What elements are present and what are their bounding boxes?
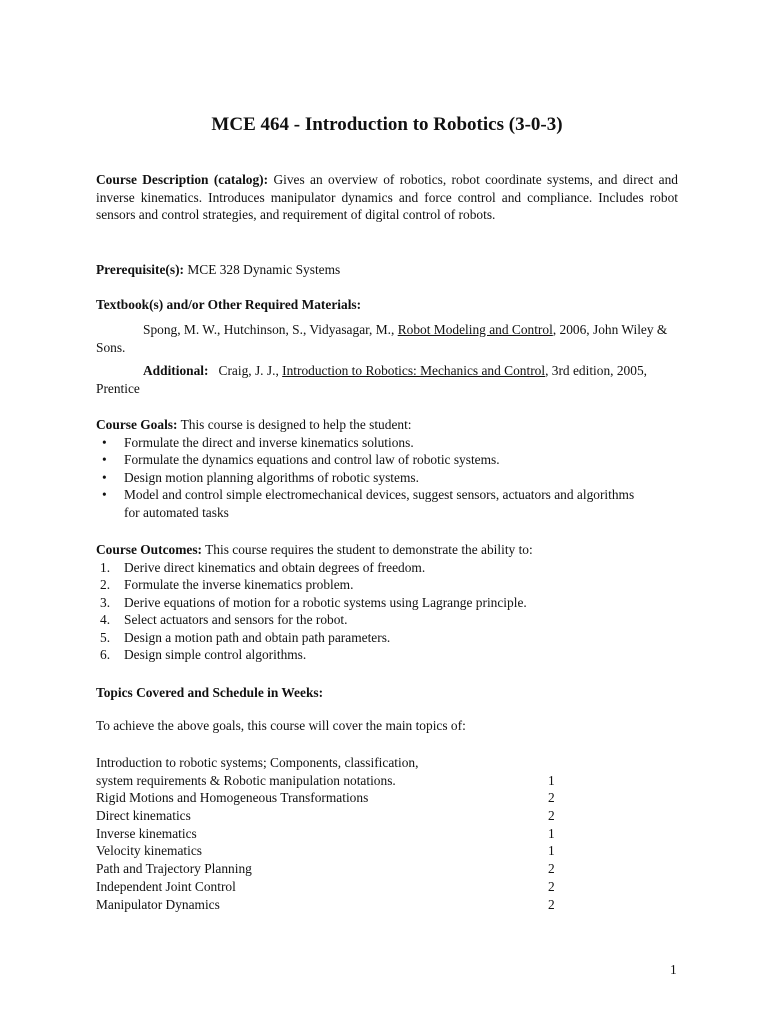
table-row: Manipulator Dynamics 2 xyxy=(96,896,555,912)
course-description xyxy=(96,171,678,224)
topics-heading: Topics Covered and Schedule in Weeks: xyxy=(96,685,324,700)
textbooks-heading xyxy=(96,296,678,314)
course-title: MCE 464 - Introduction to Robotics (3-0-3) xyxy=(211,114,563,135)
prerequisites-text: MCE 328 Dynamic Systems xyxy=(184,262,341,277)
textbook-additional xyxy=(96,362,678,397)
table-row: Velocity kinematics 1 xyxy=(96,843,555,859)
list-item: 5. Design a motion path and obtain path parameters. xyxy=(100,629,391,645)
course-description-label: Course Description (catalog): xyxy=(96,172,269,187)
course-goals xyxy=(96,416,678,521)
course-description-text: Gives an overview of robotics, robot coordinate systems, and direct and inverse kinematics. Introduces manipulator dynamics and force control and compliance. Includes robot sensors and control strategies, and requirement of digital control of robots. xyxy=(96,172,679,222)
bullet-icon: • xyxy=(102,452,107,467)
page-number: 1 xyxy=(670,962,677,977)
prerequisites-label: Prerequisite(s): xyxy=(96,262,185,277)
textbook-primary-rest: , 2006, John Wiley & Sons. xyxy=(96,322,668,355)
course-goals-label: Course Goals: xyxy=(96,417,178,432)
bullet-icon: • xyxy=(102,487,107,502)
textbook-additional-label: Additional: xyxy=(143,363,209,378)
textbook-additional-authors: Craig, J. J., xyxy=(208,363,283,378)
prerequisites xyxy=(96,261,678,279)
textbook-primary-authors: Spong, M. W., Hutchinson, S., Vidyasagar, M., xyxy=(143,322,398,337)
course-outcomes xyxy=(96,541,678,664)
table-row: Direct kinematics 2 xyxy=(96,808,555,824)
table-row: Independent Joint Control 2 xyxy=(96,878,555,894)
course-goals-intro: This course is designed to help the student: xyxy=(177,417,412,432)
table-row: system requirements & Robotic manipulation notations. 1 xyxy=(96,772,555,788)
list-item: 6. Design simple control algorithms. xyxy=(100,647,307,662)
bullet-icon: • xyxy=(102,469,107,485)
table-row: Rigid Motions and Homogeneous Transformations 2 xyxy=(96,790,555,806)
textbook-additional-title: Introduction to Robotics: Mechanics and Control xyxy=(282,363,546,378)
textbook-primary xyxy=(96,321,678,356)
list-item: 3. Derive equations of motion for a robotic systems using Lagrange principle. xyxy=(100,594,527,610)
list-item: 1. Derive direct kinematics and obtain degrees of freedom. xyxy=(100,559,426,575)
topics-table xyxy=(96,754,566,913)
list-item: • Formulate the direct and inverse kinematics solutions. xyxy=(102,434,414,450)
course-outcomes-list xyxy=(96,559,678,664)
table-row: Introduction to robotic systems; Components, classification, xyxy=(96,755,419,770)
list-item: • Formulate the dynamics equations and control law of robotic systems. xyxy=(102,452,500,467)
course-goals-list xyxy=(96,434,678,522)
course-outcomes-label: Course Outcomes: xyxy=(96,542,202,557)
textbook-primary-title: Robot Modeling and Control xyxy=(397,322,553,337)
table-row: Path and Trajectory Planning 2 xyxy=(96,861,555,877)
course-outcomes-intro: This course requires the student to demonstrate the ability to: xyxy=(202,542,533,557)
list-item: 2. Formulate the inverse kinematics problem. xyxy=(100,577,354,592)
list-item: 4. Select actuators and sensors for the robot. xyxy=(100,612,348,627)
table-row: Inverse kinematics 1 xyxy=(96,825,555,841)
topics-intro: To achieve the above goals, this course will cover the main topics of: xyxy=(96,718,466,733)
list-item: • Design motion planning algorithms of robotic systems. xyxy=(102,469,419,485)
bullet-icon: • xyxy=(102,434,107,450)
textbook-additional-rest: , 3rd edition, 2005, Prentice xyxy=(96,363,647,396)
textbooks-label: Textbook(s) and/or Other Required Materials: xyxy=(96,297,362,312)
list-item: • Model and control simple electromechanical devices, suggest sensors, actuators and algorithms for automated tasks xyxy=(102,487,635,520)
